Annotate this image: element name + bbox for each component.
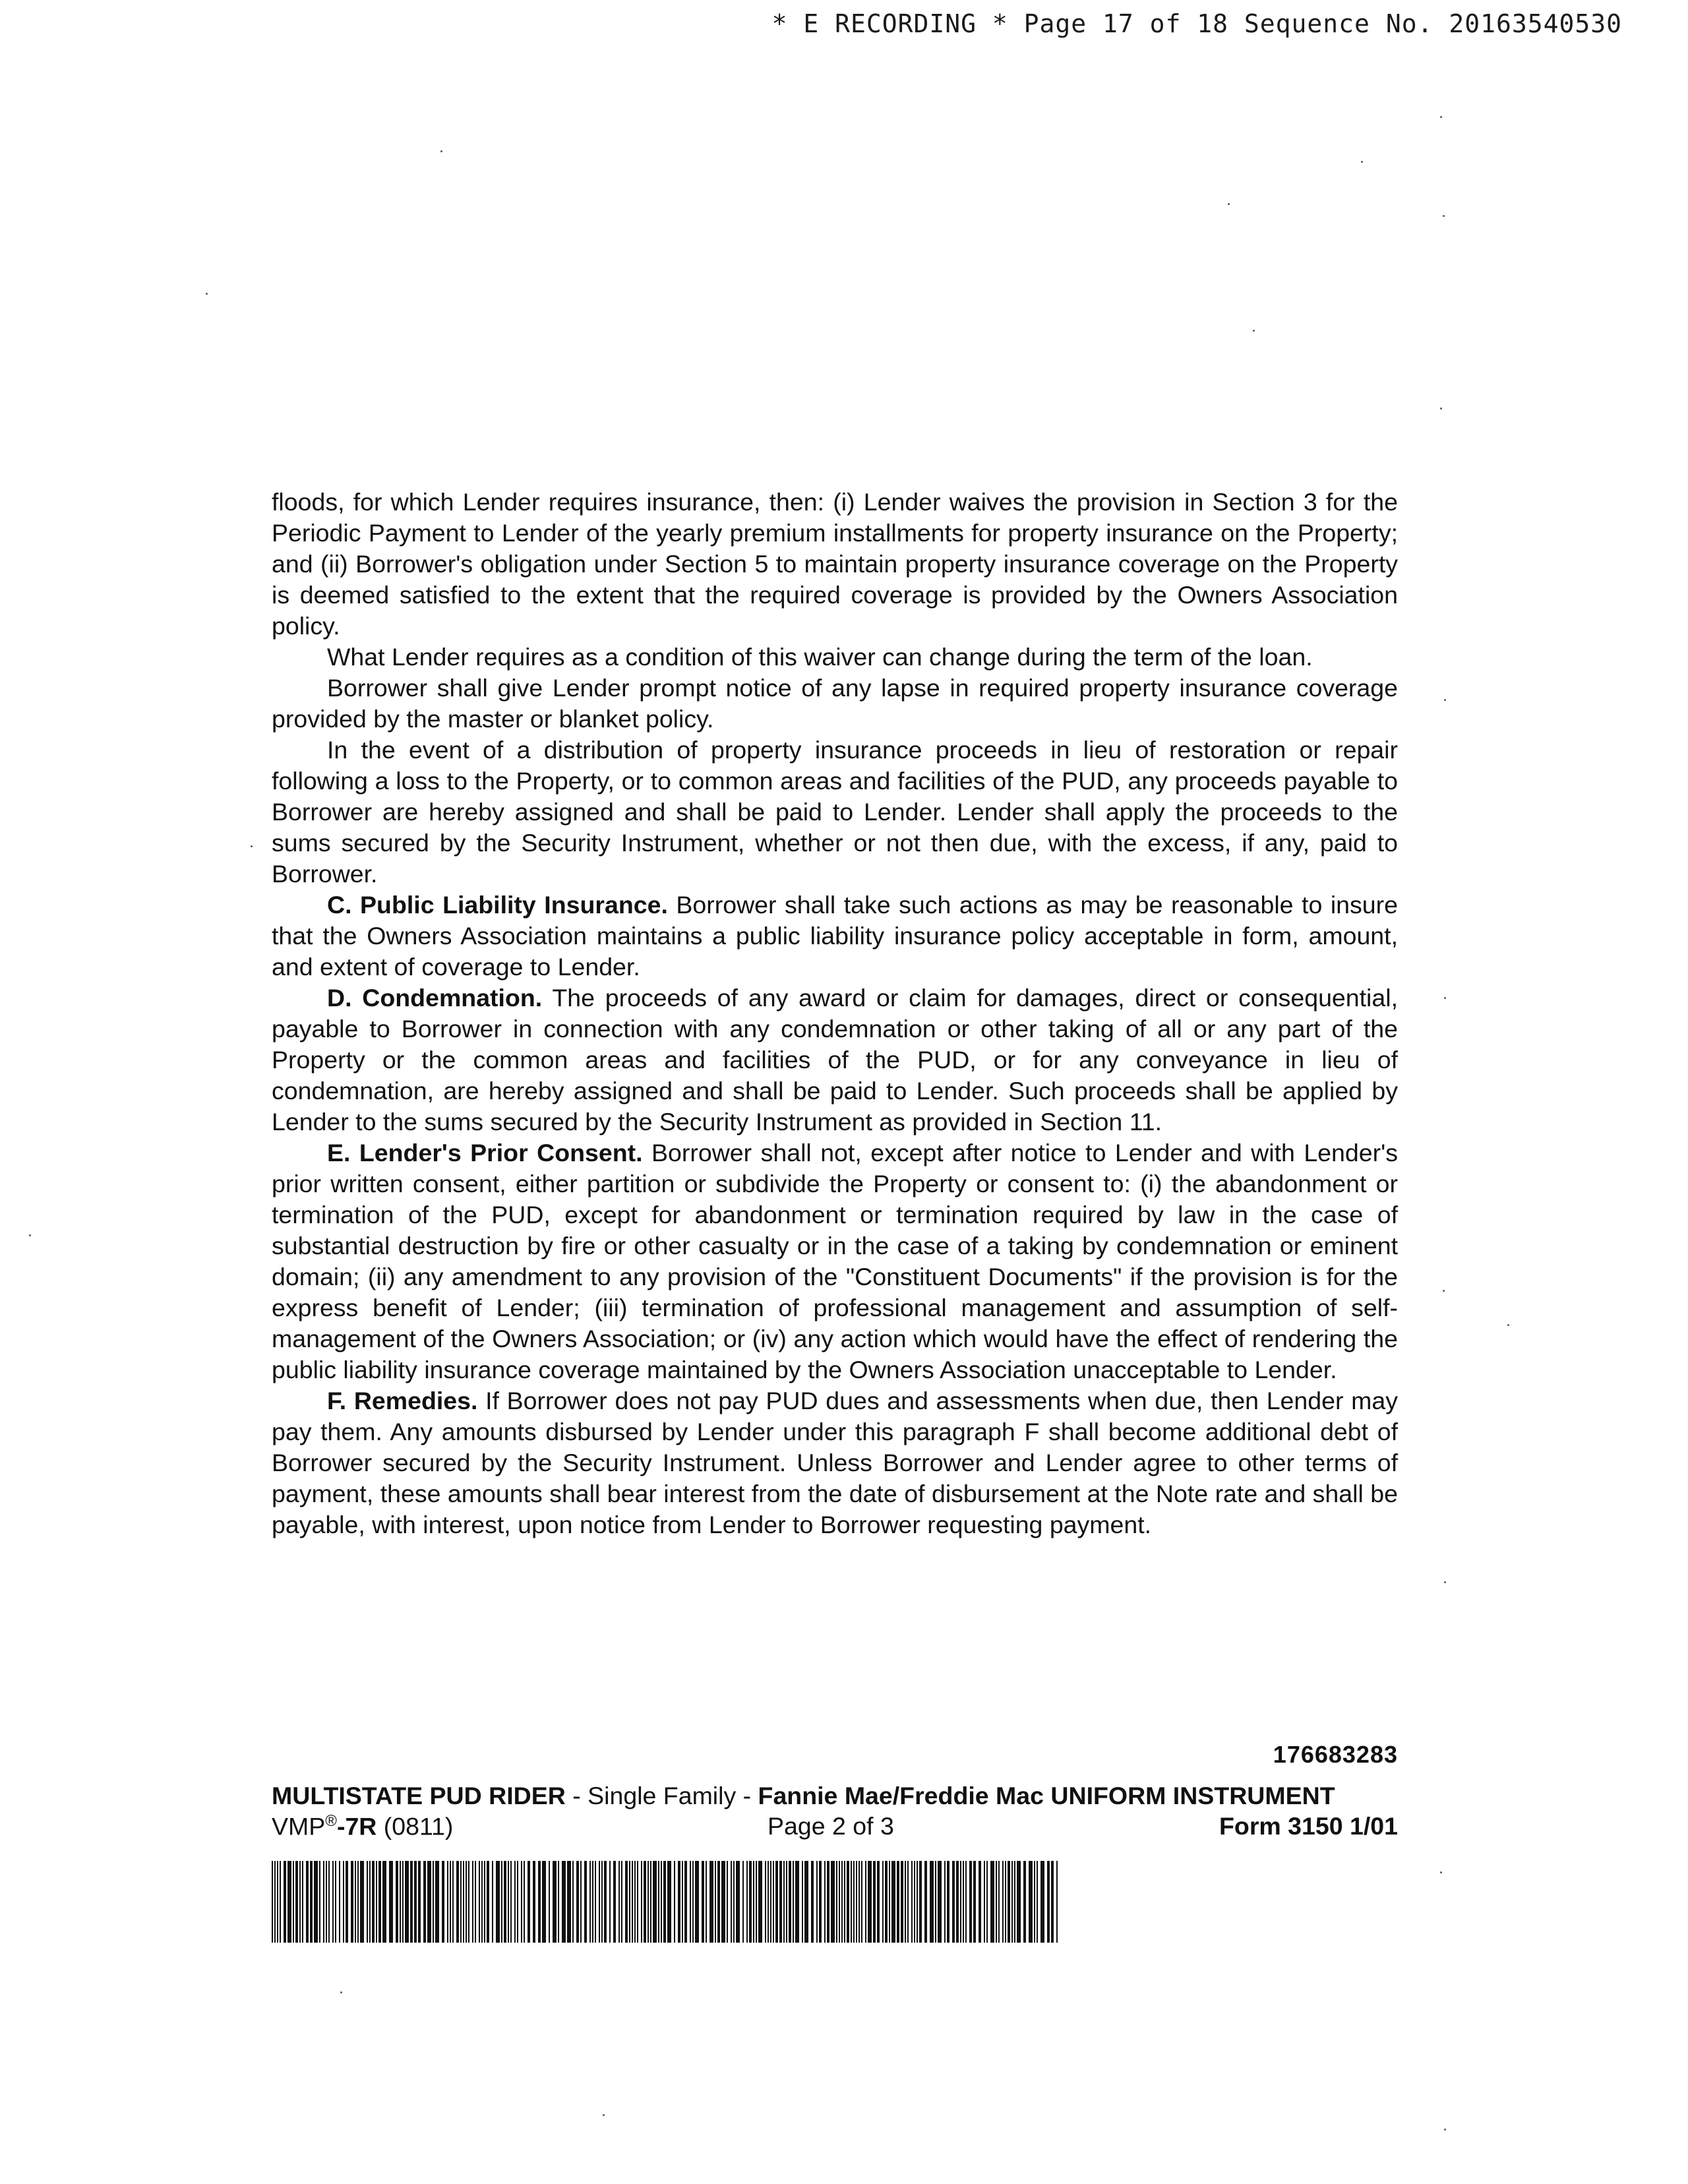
scan-speck bbox=[1440, 116, 1442, 118]
barcode-bar bbox=[521, 1861, 522, 1943]
barcode-bar bbox=[731, 1861, 732, 1943]
vmp-form-code: -7R bbox=[336, 1812, 377, 1840]
barcode-bar bbox=[856, 1861, 857, 1943]
barcode-bar bbox=[721, 1861, 725, 1943]
barcode-bar bbox=[917, 1861, 918, 1943]
barcode-bar bbox=[986, 1861, 988, 1943]
barcode-bar bbox=[414, 1861, 417, 1943]
barcode-bar bbox=[727, 1861, 728, 1943]
scan-speck bbox=[1507, 1324, 1509, 1326]
barcode-bar bbox=[637, 1861, 638, 1943]
barcode-bar bbox=[323, 1861, 324, 1943]
barcode-bar bbox=[326, 1861, 327, 1943]
barcode-bar bbox=[360, 1861, 364, 1943]
scan-speck bbox=[29, 1234, 31, 1236]
barcode-bar bbox=[466, 1861, 467, 1943]
barcode-bar bbox=[658, 1861, 659, 1943]
page-label: Page 2 of 3 bbox=[768, 1812, 894, 1840]
paragraph-text: floods, for which Lender requires insurance, then: (i) Lender waives the provision in Section 3 for the Periodic Payment to Lender of the yearly premium installments for property insurance on the Property; and (ii) Borrower's obligation under Section 5 to maintain property insurance coverage on the Property is deemed satisfied to the extent that the required coverage is provided by the Owners Association policy. bbox=[272, 488, 1398, 640]
barcode-bar bbox=[706, 1861, 707, 1943]
barcode-bar bbox=[709, 1861, 713, 1943]
barcode-bar bbox=[1047, 1861, 1050, 1943]
barcode-bar bbox=[996, 1861, 997, 1943]
section-heading: E. Lender's Prior Consent. bbox=[327, 1139, 643, 1167]
scan-speck bbox=[1253, 330, 1255, 332]
barcode-bar bbox=[484, 1861, 485, 1943]
paragraph-text: In the event of a distribution of property insurance proceeds in lieu of restoration or repair following a loss to the Property, or to common areas and facilities of the PUD, any proceeds payable to Borrower are hereby assigned and shall be paid to Lender. Lender shall apply the proceeds to the sums secured by the Security Instrument, whether or not then due, with the excess, if any, paid to Borrower. bbox=[272, 736, 1398, 888]
paragraph-waiver-change bbox=[272, 642, 1398, 673]
form-info-line bbox=[272, 1812, 1398, 1842]
scan-speck bbox=[1444, 699, 1446, 701]
barcode-bar bbox=[661, 1861, 662, 1943]
barcode-bar bbox=[851, 1861, 852, 1943]
barcode-bar bbox=[487, 1861, 489, 1943]
barcode-bar bbox=[859, 1861, 860, 1943]
barcode-bar bbox=[293, 1861, 294, 1943]
barcode-bar bbox=[889, 1861, 890, 1943]
barcode-bar bbox=[277, 1861, 278, 1943]
form-title-plain: Single Family bbox=[588, 1782, 737, 1809]
scan-speck bbox=[1444, 2129, 1446, 2131]
barcode-bar bbox=[1014, 1861, 1015, 1943]
barcode-bar bbox=[351, 1861, 353, 1943]
barcode-bar bbox=[604, 1861, 607, 1943]
barcode-bar bbox=[819, 1861, 822, 1943]
scan-speck bbox=[1361, 161, 1363, 163]
barcode-bar bbox=[435, 1861, 439, 1943]
barcode-bar bbox=[634, 1861, 636, 1943]
barcode-bar bbox=[314, 1861, 318, 1943]
barcode-bar bbox=[514, 1861, 516, 1943]
barcode-bar bbox=[816, 1861, 818, 1943]
barcode-bar bbox=[692, 1861, 694, 1943]
barcode-bar bbox=[753, 1861, 754, 1943]
barcode-bar bbox=[567, 1861, 571, 1943]
barcode-bar bbox=[427, 1861, 431, 1943]
barcode-bar bbox=[773, 1861, 774, 1943]
barcode-bar bbox=[400, 1861, 401, 1943]
barcode-bar bbox=[847, 1861, 849, 1943]
barcode-bar bbox=[599, 1861, 600, 1943]
barcode-bar bbox=[853, 1861, 855, 1943]
section-heading: C. Public Liability Insurance. bbox=[327, 891, 668, 919]
paragraph-text: Borrower shall give Lender prompt notice of any lapse in required property insurance coverage provided by the master or blanket policy. bbox=[272, 674, 1398, 733]
scan-speck bbox=[1443, 1290, 1445, 1292]
barcode-image bbox=[272, 1861, 1060, 1943]
barcode-bar bbox=[601, 1861, 603, 1943]
barcode-bar bbox=[836, 1861, 837, 1943]
barcode-bar bbox=[935, 1861, 936, 1943]
paragraph-insurance-waiver bbox=[272, 487, 1398, 642]
barcode-bar bbox=[621, 1861, 622, 1943]
barcode-bar bbox=[618, 1861, 620, 1943]
barcode-bar bbox=[786, 1861, 787, 1943]
barcode-bar bbox=[682, 1861, 683, 1943]
barcode-bar bbox=[644, 1861, 646, 1943]
barcode-bar bbox=[827, 1861, 829, 1943]
recording-stamp: * E RECORDING * Page 17 of 18 Sequence No. 20163540530 bbox=[771, 9, 1622, 38]
barcode-bar bbox=[418, 1861, 421, 1943]
barcode-bar bbox=[287, 1861, 291, 1943]
barcode-bar bbox=[831, 1861, 835, 1943]
barcode-bar bbox=[841, 1861, 843, 1943]
barcode-bar bbox=[956, 1861, 959, 1943]
form-title-issuer: Fannie Mae/Freddie Mac UNIFORM INSTRUMENT bbox=[758, 1782, 1335, 1809]
barcode-bar bbox=[274, 1861, 276, 1943]
barcode-bar bbox=[717, 1861, 720, 1943]
barcode-bar bbox=[346, 1861, 348, 1943]
barcode-bar bbox=[667, 1861, 671, 1943]
barcode-bar bbox=[736, 1861, 740, 1943]
barcode-bar bbox=[952, 1861, 955, 1943]
scan-speck bbox=[1443, 215, 1445, 217]
barcode-bar bbox=[768, 1861, 769, 1943]
barcode-bar bbox=[389, 1861, 393, 1943]
barcode-bar bbox=[811, 1861, 814, 1943]
barcode-bar bbox=[873, 1861, 876, 1943]
barcode-bar bbox=[355, 1861, 356, 1943]
loan-number: 176683283 bbox=[1273, 1741, 1398, 1768]
barcode-bar bbox=[897, 1861, 899, 1943]
barcode-bar bbox=[678, 1861, 680, 1943]
barcode-bar bbox=[885, 1861, 888, 1943]
barcode-bar bbox=[367, 1861, 368, 1943]
barcode-bar bbox=[542, 1861, 546, 1943]
barcode-bar bbox=[990, 1861, 994, 1943]
barcode-bar bbox=[965, 1861, 967, 1943]
form-title bbox=[272, 1782, 1398, 1810]
barcode-bar bbox=[984, 1861, 985, 1943]
section-public-liability bbox=[272, 890, 1398, 983]
barcode-bar bbox=[749, 1861, 752, 1943]
barcode-bar bbox=[310, 1861, 313, 1943]
scan-speck bbox=[1444, 1581, 1446, 1583]
barcode-bar bbox=[280, 1861, 281, 1943]
barcode-bar bbox=[576, 1861, 579, 1943]
scan-speck bbox=[340, 1991, 342, 1993]
barcode-bar bbox=[663, 1861, 666, 1943]
barcode-bar bbox=[650, 1861, 651, 1943]
scan-speck bbox=[1440, 408, 1442, 410]
barcode-bar bbox=[804, 1861, 808, 1943]
barcode-bar bbox=[335, 1861, 336, 1943]
paragraph-lapse-notice bbox=[272, 673, 1398, 735]
paragraph-text: Borrower shall take such actions as may be reasonable to insure that the Owners Association maintains a public liability insurance policy acceptable in form, amount, and extent of coverage to Lender. bbox=[272, 891, 1398, 981]
barcode-bar bbox=[328, 1861, 330, 1943]
barcode-bar bbox=[882, 1861, 884, 1943]
barcode-bar bbox=[783, 1861, 785, 1943]
barcode-bar bbox=[410, 1861, 413, 1943]
form-title-separator: - bbox=[565, 1782, 588, 1809]
barcode-bar bbox=[319, 1861, 320, 1943]
barcode-bar bbox=[868, 1861, 872, 1943]
section-lenders-prior-consent bbox=[272, 1138, 1398, 1385]
barcode-bar bbox=[789, 1861, 791, 1943]
barcode-bar bbox=[584, 1861, 587, 1943]
scan-speck bbox=[1444, 997, 1446, 999]
barcode-bar bbox=[715, 1861, 716, 1943]
barcode-bar bbox=[452, 1861, 454, 1943]
section-heading: F. Remedies. bbox=[327, 1387, 478, 1414]
barcode-bar bbox=[765, 1861, 766, 1943]
barcode-bar bbox=[405, 1861, 409, 1943]
barcode-bar bbox=[674, 1861, 675, 1943]
barcode-bar bbox=[758, 1861, 762, 1943]
paragraph-text: If Borrower does not pay PUD dues and assessments when due, then Lender may pay them. Any amounts disbursed by Lender under this paragraph F shall become additional debt of Borrower secured by the Security Instrument. Unless Borrower and Lender agree to other terms of payment, these amounts shall bear interest from the date of disbursement at the Note rate and shall be payable, with interest, upon notice from Lender to Borrower requesting payment. bbox=[272, 1387, 1398, 1538]
barcode-bar bbox=[648, 1861, 649, 1943]
form-number: Form 3150 1/01 bbox=[1219, 1812, 1398, 1840]
barcode-bar bbox=[475, 1861, 476, 1943]
barcode-bar bbox=[302, 1861, 303, 1943]
barcode-bar bbox=[625, 1861, 628, 1943]
paragraph-text: The proceeds of any award or claim for damages, direct or consequential, payable to Borrower in connection with any condemnation or other taking of all or any part of the Property or the common areas and facilities of the PUD, or for any conveyance in lieu of condemnation, are hereby assigned and shall be paid to Lender. Such proceeds shall be applied by Lender to the sums secured by the Security Instrument as provided in Section 11. bbox=[272, 984, 1398, 1136]
barcode-bar bbox=[770, 1861, 771, 1943]
barcode-bar bbox=[376, 1861, 377, 1943]
barcode-bar bbox=[775, 1861, 778, 1943]
barcode-bar bbox=[272, 1861, 273, 1943]
barcode-bar bbox=[463, 1861, 464, 1943]
barcode-bar bbox=[742, 1861, 744, 1943]
scan-speck bbox=[603, 2114, 605, 2116]
barcode-bar bbox=[533, 1861, 535, 1943]
barcode-bar bbox=[402, 1861, 404, 1943]
barcode-bar bbox=[1051, 1861, 1054, 1943]
barcode-bar bbox=[746, 1861, 748, 1943]
barcode-bar bbox=[905, 1861, 906, 1943]
barcode-bar bbox=[517, 1861, 518, 1943]
barcode-bar bbox=[613, 1861, 616, 1943]
barcode-bar bbox=[284, 1861, 286, 1943]
scan-speck bbox=[440, 150, 442, 152]
barcode-bar bbox=[562, 1861, 566, 1943]
barcode-bar bbox=[479, 1861, 480, 1943]
registered-mark: ® bbox=[325, 1812, 337, 1830]
barcode-bar bbox=[538, 1861, 541, 1943]
barcode-bar bbox=[1002, 1861, 1004, 1943]
barcode-bar bbox=[510, 1861, 512, 1943]
barcode-bar bbox=[492, 1861, 493, 1943]
barcode-bar bbox=[589, 1861, 591, 1943]
barcode-bar bbox=[641, 1861, 642, 1943]
section-remedies bbox=[272, 1385, 1398, 1540]
barcode-bar bbox=[592, 1861, 593, 1943]
barcode-bar bbox=[343, 1861, 344, 1943]
vmp-version: (0811) bbox=[377, 1812, 454, 1840]
barcode-bar bbox=[979, 1861, 981, 1943]
barcode-bar bbox=[472, 1861, 473, 1943]
barcode-bar bbox=[944, 1861, 946, 1943]
barcode-bar bbox=[632, 1861, 633, 1943]
barcode-bar bbox=[580, 1861, 582, 1943]
barcode-bar bbox=[733, 1861, 735, 1943]
barcode-bar bbox=[802, 1861, 803, 1943]
barcode-bar bbox=[861, 1861, 862, 1943]
barcode-bar bbox=[690, 1861, 691, 1943]
barcode-bar bbox=[504, 1861, 506, 1943]
barcode-bar bbox=[553, 1861, 557, 1943]
barcode-bar bbox=[501, 1861, 502, 1943]
barcode-bar bbox=[1034, 1861, 1035, 1943]
barcode-bar bbox=[609, 1861, 611, 1943]
barcode-bar bbox=[447, 1861, 448, 1943]
barcode-bar bbox=[299, 1861, 301, 1943]
barcode-bar bbox=[891, 1861, 895, 1943]
barcode-bar bbox=[306, 1861, 309, 1943]
barcode-bar bbox=[1037, 1861, 1038, 1943]
barcode-bar bbox=[779, 1861, 782, 1943]
paragraph-text: Borrower shall not, except after notice to Lender and with Lender's prior written consent, either partition or subdivide the Property or consent to: (i) the abandonment or termination of the PUD, except for abandonment or termination required by law in the case of substantial destruction by fire or other casualty or in the case of a taking by condemnation or eminent domain; (ii) any amendment to any provision of the "Constituent Documents" if the provision is for the express benefit of Lender; (iii) termination of professional management and assumption of self-management of the Owners Association; or (iv) any action which would have the effect of rendering the public liability insurance coverage maintained by the Owners Association unacceptable to Lender. bbox=[272, 1139, 1398, 1383]
barcode-bar bbox=[824, 1861, 826, 1943]
barcode-bar bbox=[508, 1861, 509, 1943]
barcode-bar bbox=[653, 1861, 657, 1943]
barcode-bar bbox=[1017, 1861, 1021, 1943]
barcode-bar bbox=[947, 1861, 950, 1943]
barcode-bar bbox=[998, 1861, 1000, 1943]
barcode-bar bbox=[456, 1861, 459, 1943]
barcode-bar bbox=[924, 1861, 927, 1943]
section-condemnation bbox=[272, 983, 1398, 1138]
barcode-bar bbox=[396, 1861, 398, 1943]
barcode-bar bbox=[911, 1861, 913, 1943]
barcode-bar bbox=[372, 1861, 375, 1943]
barcode-bar bbox=[1056, 1861, 1058, 1943]
barcode-bar bbox=[901, 1861, 903, 1943]
barcode-bar bbox=[914, 1861, 915, 1943]
barcode-bar bbox=[460, 1861, 462, 1943]
barcode-bar bbox=[558, 1861, 559, 1943]
barcode-bar bbox=[382, 1861, 386, 1943]
barcode-bar bbox=[844, 1861, 845, 1943]
barcode-bar bbox=[332, 1861, 334, 1943]
barcode-bar bbox=[549, 1861, 550, 1943]
form-title-bold: MULTISTATE PUD RIDER bbox=[272, 1782, 566, 1809]
barcode-bar bbox=[450, 1861, 451, 1943]
barcode-bar bbox=[369, 1861, 371, 1943]
barcode-bar bbox=[963, 1861, 964, 1943]
barcode-bar bbox=[1008, 1861, 1010, 1943]
barcode-bar bbox=[865, 1861, 866, 1943]
barcode-bar bbox=[595, 1861, 596, 1943]
barcode-bar bbox=[378, 1861, 381, 1943]
barcode-bar bbox=[795, 1861, 799, 1943]
barcode-bar bbox=[938, 1861, 942, 1943]
barcode-bar bbox=[1011, 1861, 1013, 1943]
barcode-bar bbox=[1023, 1861, 1026, 1943]
barcode-bar bbox=[919, 1861, 922, 1943]
barcode-bar bbox=[973, 1861, 976, 1943]
barcode-bar bbox=[793, 1861, 794, 1943]
scan-speck bbox=[1228, 203, 1230, 205]
scan-speck bbox=[251, 845, 253, 847]
barcode-bar bbox=[442, 1861, 444, 1943]
document-body bbox=[272, 487, 1398, 1540]
barcode-bar bbox=[528, 1861, 530, 1943]
barcode-bar bbox=[339, 1861, 340, 1943]
barcode-bar bbox=[684, 1861, 687, 1943]
barcode-bar bbox=[907, 1861, 909, 1943]
barcode-bar bbox=[357, 1861, 359, 1943]
form-title-separator: - bbox=[736, 1782, 758, 1809]
barcode-bar bbox=[481, 1861, 483, 1943]
barcode-bar bbox=[572, 1861, 574, 1943]
barcode-bar bbox=[756, 1861, 757, 1943]
scan-speck bbox=[206, 293, 208, 295]
barcode-bar bbox=[524, 1861, 525, 1943]
paragraph-text: What Lender requires as a condition of this waiver can change during the term of the loan. bbox=[327, 643, 1313, 671]
barcode-bar bbox=[433, 1861, 434, 1943]
barcode-bar bbox=[702, 1861, 704, 1943]
vmp-code bbox=[272, 1812, 453, 1841]
barcode-bar bbox=[496, 1861, 500, 1943]
section-heading: D. Condemnation. bbox=[327, 984, 543, 1012]
barcode-bar bbox=[629, 1861, 630, 1943]
barcode-bar bbox=[295, 1861, 298, 1943]
paragraph-proceeds-distribution bbox=[272, 735, 1398, 890]
barcode-bar bbox=[839, 1861, 840, 1943]
vmp-prefix: VMP bbox=[272, 1812, 326, 1840]
scan-speck bbox=[1440, 1871, 1442, 1873]
barcode-bar bbox=[877, 1861, 880, 1943]
barcode-bar bbox=[1005, 1861, 1006, 1943]
barcode-bar bbox=[1029, 1861, 1033, 1943]
barcode-bar bbox=[930, 1861, 934, 1943]
barcode-bar bbox=[695, 1861, 699, 1943]
barcode-bar bbox=[960, 1861, 961, 1943]
barcode-bar bbox=[468, 1861, 469, 1943]
barcode-bar bbox=[423, 1861, 426, 1943]
barcode-bar bbox=[969, 1861, 972, 1943]
barcode-bar bbox=[1040, 1861, 1044, 1943]
